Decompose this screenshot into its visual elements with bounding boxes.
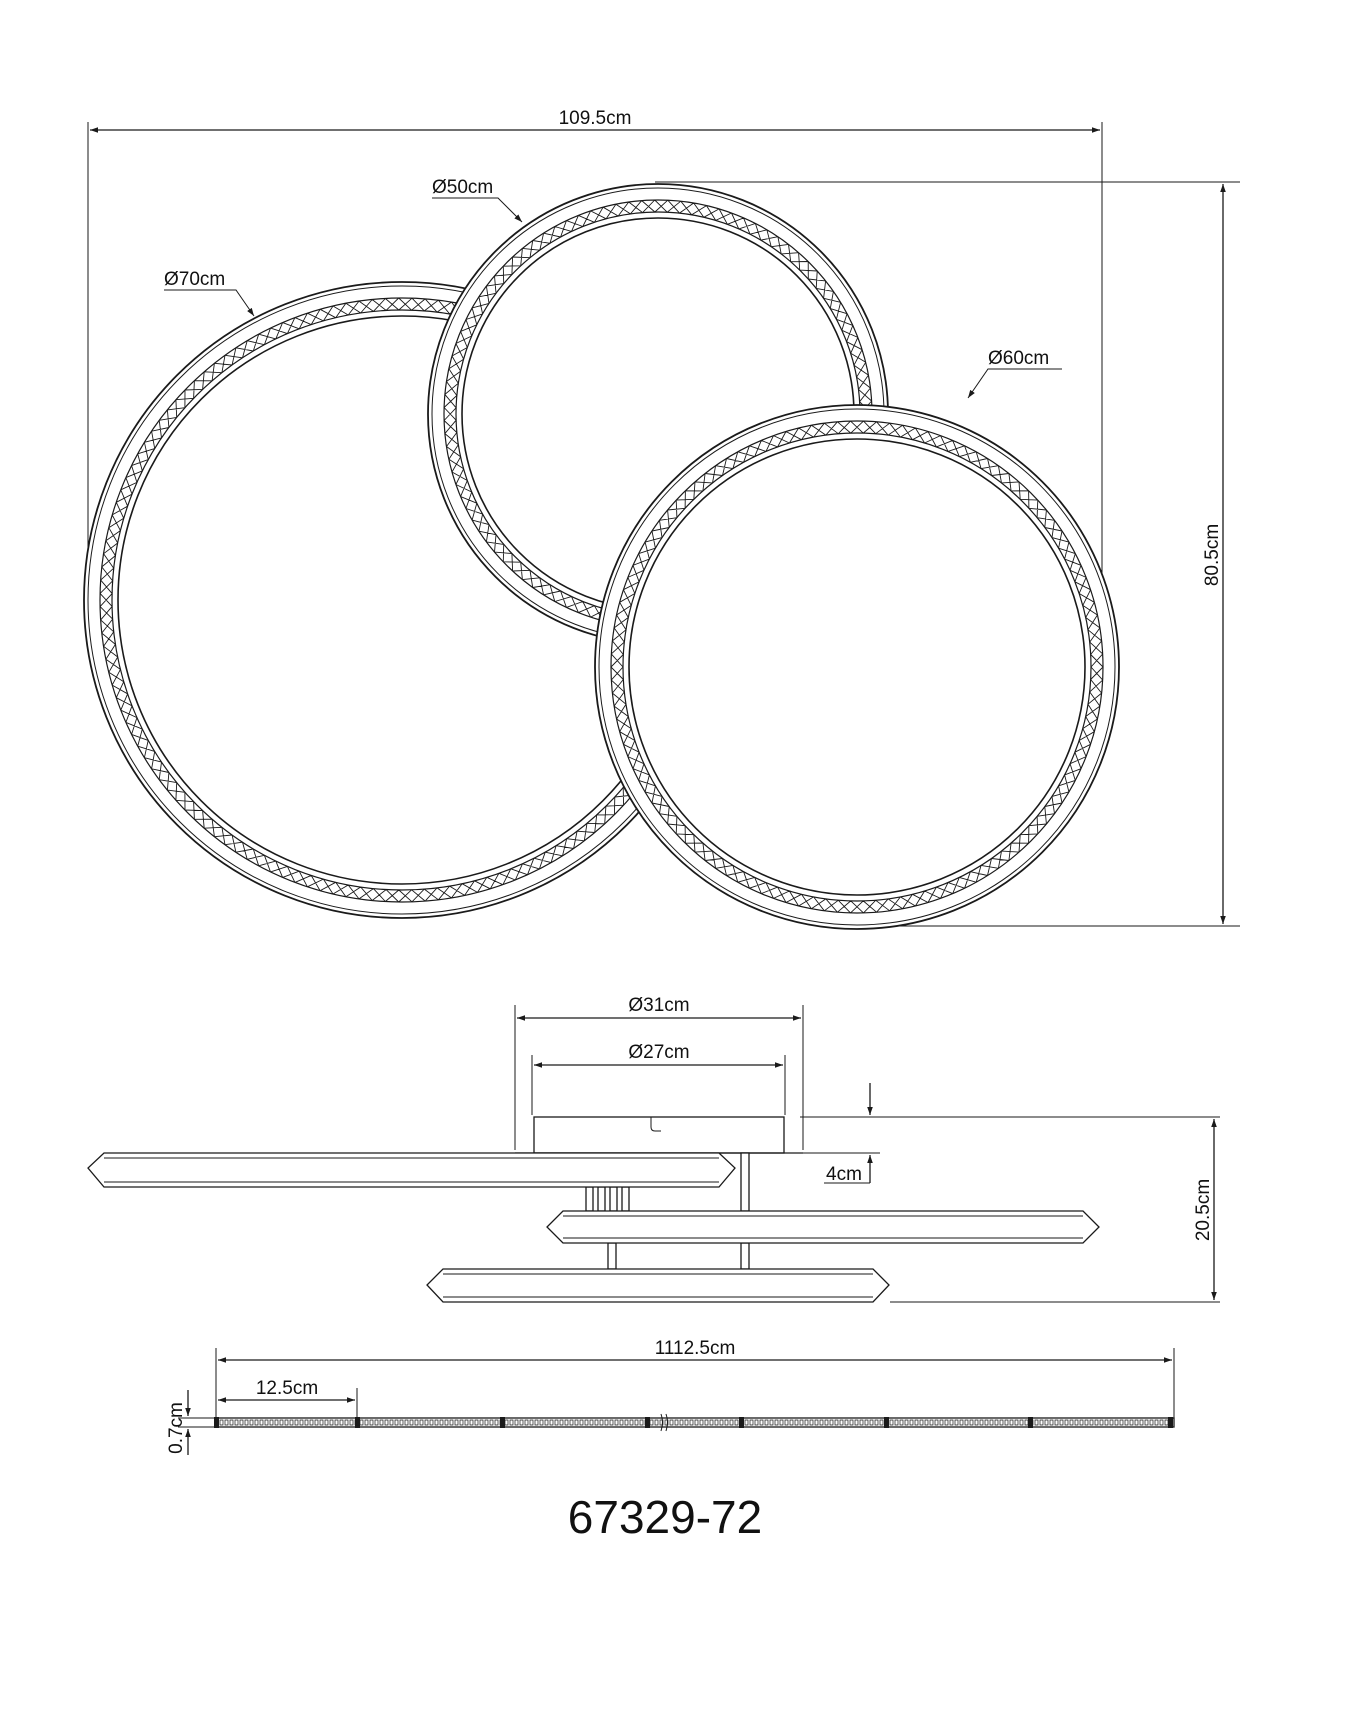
strip-thickness-label: 0.7cm [166, 1402, 187, 1454]
height-label: 80.5cm [1202, 523, 1223, 587]
strip-length-label: 1112.5cm [654, 1338, 736, 1359]
leader-ring-medium [968, 369, 1062, 398]
canopy-height-label: 4cm [826, 1164, 862, 1185]
ring-small-label: Ø50cm [432, 177, 494, 198]
leader-ring-small [432, 198, 522, 222]
ring-medium [595, 405, 1119, 929]
canopy-block [534, 1117, 784, 1153]
canopy-inner-label: Ø27cm [628, 1042, 690, 1063]
ring-medium-label: Ø60cm [988, 348, 1050, 369]
model-number: 67329-72 [567, 1491, 763, 1543]
width-label: 109.5cm [558, 108, 632, 129]
leader-ring-large [164, 290, 254, 316]
top-view [84, 108, 1240, 929]
side-height-label: 20.5cm [1193, 1178, 1214, 1242]
ring-large-label: Ø70cm [164, 269, 226, 290]
canopy-outer-label: Ø31cm [628, 995, 690, 1016]
strip-segment-label: 12.5cm [255, 1378, 319, 1399]
side-view [88, 995, 1220, 1302]
led-strip-view [166, 1338, 1174, 1455]
